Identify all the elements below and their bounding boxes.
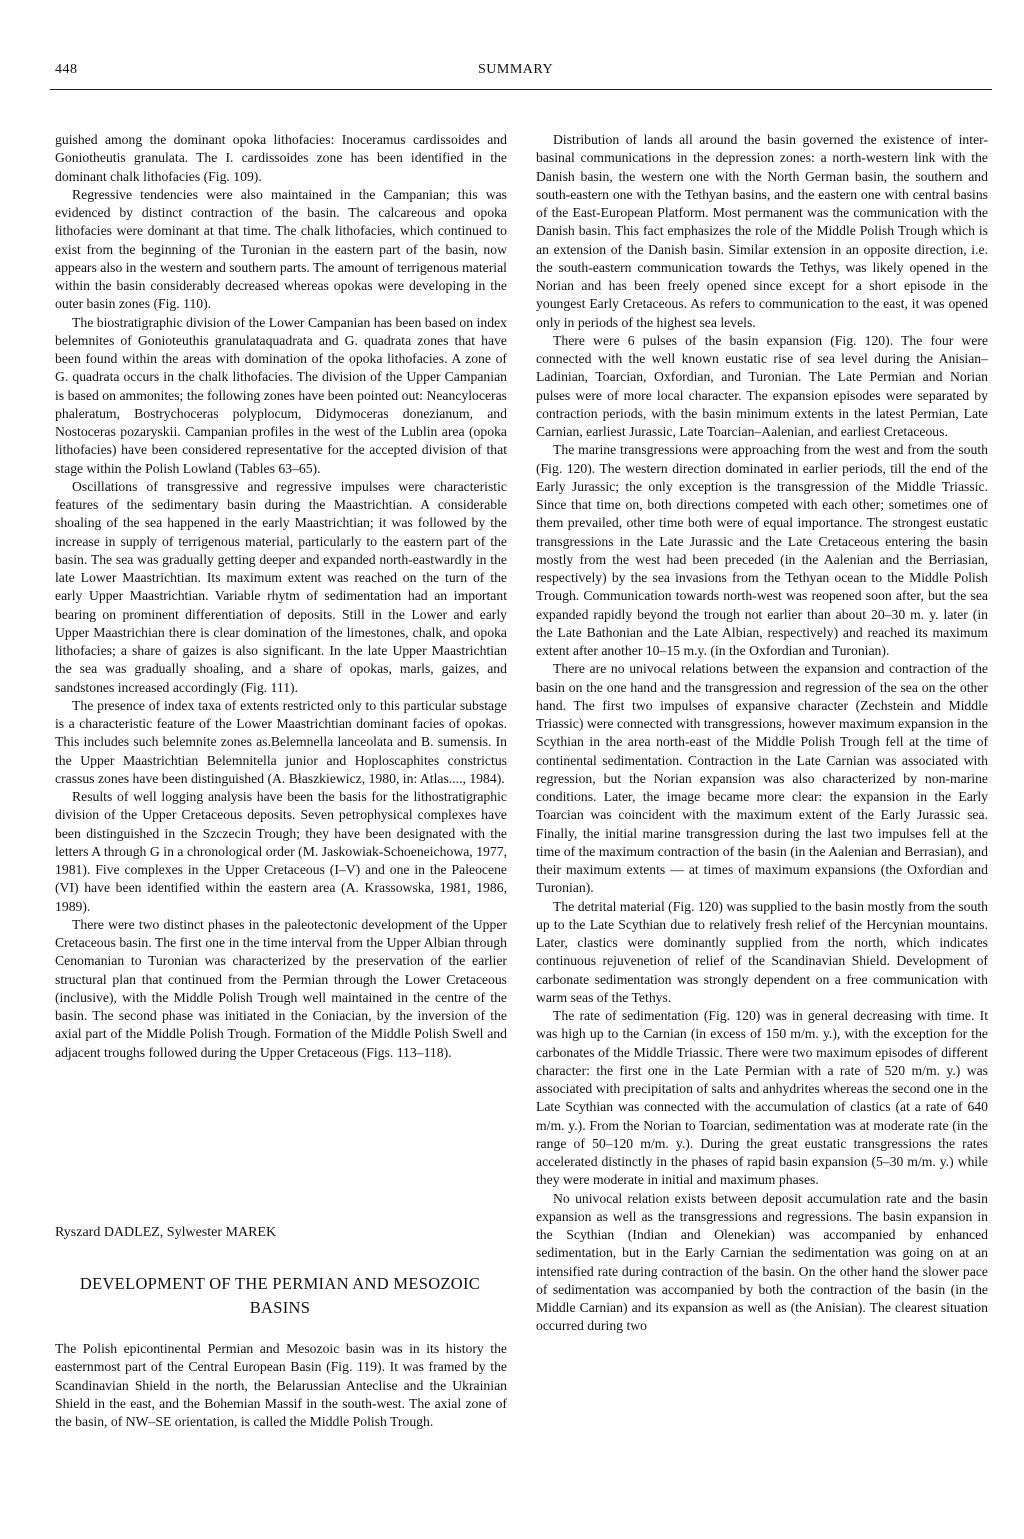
paragraph: guished among the dominant opoka lithofacies: Inoceramus cardissoides and Goniotheutis granulata. The I. cardissoides zone has been identified in the dominant chalk lithofacies (Fig. 109). [55,132,507,184]
paragraph: The detrital material (Fig. 120) was supplied to the basin mostly from the south up to the Late Scythian due to relatively fresh relief of the Hercynian mountains. Later, clastics were dominantly supplied from the north, which indicates continuous rejuvenetion of relief of the Scandinavian Shield. Development of carbonate sedimentation was strongly dependent on a free communication with warm seas of the Tethys. [536,898,988,1005]
left-column [55,131,507,1062]
paragraph: The rate of sedimentation (Fig. 120) was in general decreasing with time. It was high up to the Carnian (in excess of 150 m/m. y.), with the exception for the carbonates of the Middle Triassic. There were two maximum episodes of different character: the first one in the Late Permian with a rate of 520 m/m. y.) was associated with precipitation of salts and anhydrites whereas the second one in the Late Scythian was connected with the accumulation of clastics (at a rate of 640 m/m. y.). From the Norian to Toarcian, sedimentation was at moderate rate (in the range of 50–120 m/m. y.). During the great eustatic transgressions the rates accelerated distinctly in the phases of rapid basin expansion (5–30 m/m. y.) while they were moderate in initial and maximum phases. [536,1008,988,1188]
right-column [536,131,988,1336]
paragraph: There are no univocal relations between the expansion and contraction of the basin on the one hand and the transgression and regression of the sea on the other hand. The first two impulses of expansive character (Zechstein and Middle Triassic) were connected with transgressions, however maximum expansion in the Scythian in the area north-east of the Middle Polish Trough fell at the time of continental sedimentation. Contraction in the Late Carnian was associated with regression, but the Norian expansion was also characterized by non-marine conditions. Later, the image became more clear: the expansion in the Early Toarcian was coincident with the maximum extent of the Early Jurassic sea. Finally, the initial marine transgression during the last two impulses fell at the time of the maximum contraction of the basin (in the Aalenian and Berrasian), and their maximum extents — at times of maximum expansions (the Oxfordian and Turonian). [536,661,988,896]
header-rule [50,89,992,90]
paragraph: Results of well logging analysis have been the basis for the lithostratigraphic division of the Upper Cretaceous deposits. Seven petrophysical complexes have been distinguished in the Szczecin Trough; they have been designated with the letters A through G in a chronological order (M. Jaskowiak-Schoeneichowa, 1977, 1981). Five complexes in the Upper Cretaceous (I–V) and one in the Paleocene (VI) have been identified within the eastern area (A. Krassowska, 1981, 1986, 1989). [55,789,507,914]
paragraph: There were two distinct phases in the paleotectonic development of the Upper Cretaceous basin. The first one in the time interval from the Upper Albian through Cenomanian to Turonian was characterized by the preservation of the earlier structural plan that continued from the Permian through the Lower Cretaceous (inclusive), with the Middle Polish Trough well maintained in the centre of the basin. The second phase was initiated in the Coniacian, by the inversion of the axial part of the Middle Polish Trough. Formation of the Middle Polish Swell and adjacent troughs followed during the Upper Cretaceous (Figs. 113–118). [55,916,507,1060]
paragraph: The biostratigraphic division of the Lower Campanian has been based on index belemnites of Gonioteuthis granulataquadrata and G. quadrata zones that have been found within the areas with domination of the opoka lithofacies. A zone of G. quadrata occurs in the chalk lithofacies. The division of the Upper Campanian is based on ammonites; the following zones have been pointed out: Neancyloceras phaleratum, Bostrychoceras polyplocum, Didymoceras donezianum, and Nostoceras pozaryskii. Campanian profiles in the west of the Lublin area (opoka lithofacies) have been considered representative for the accepted division of that stage within the Polish Lowland (Tables 63–65). [55,314,507,476]
section-heading: DEVELOPMENT OF THE PERMIAN AND MESOZOIC BASINS [79,1274,481,1317]
paragraph: The presence of index taxa of extents restricted only to this particular substage is a characteristic feature of the Lower Maastrichtian dominant facies of opokas. This includes such belemnite zones as.Belemnella lanceolata and B. sumensis. In the Upper Maastrichtian Belemnitella junior and Hoploscaphites constrictus crassus zones have been distinguished (A. Błaszkiewicz, 1980, in: Atlas...., 1984). [55,697,507,786]
paragraph: Regressive tendencies were also maintained in the Campanian; this was evidenced by distinct contraction of the basin. The calcareous and opoka lithofacies were dominant at that time. The chalk lithofacies, which continued to exist from the beginning of the Turonian in the eastern part of the basin, now appears also in the western and southern parts. The amount of terrigenous material within the basin considerably decreased whereas opokas were developing in the outer basin zones (Fig. 110). [55,186,507,312]
paragraph: Distribution of lands all around the basin governed the existence of inter-basinal communications in the depression zones: a north-western link with the Danish basin, the western one with the North German basin, the southern and south-eastern one with the Tethyan basins, and the eastern one with central basins of the East-European Platform. Most permanent was the communication with the Danish basin. This fact emphasizes the role of the Middle Polish Trough which is an extension of the Danish basin. Similar extension in an opposite direction, i.e. the south-eastern communication towards the Tethys, was likely opened in the Norian and has been freely opened since except for a short episode in the youngest Early Cretaceous. As refers to communication to the east, it was opened only in periods of the highest sea levels. [536,132,988,330]
paragraph: No univocal relation exists between deposit accumulation rate and the basin expansion as well as the transgressions and regressions. The basin expansion in the Scythian (Indian and Olenekian) was accompanied by enhanced sedimentation, but in the Early Carnian the sedimentation was going on at an intensified rate during contraction of the basin. On the other hand the slower pace of sedimentation was accompanied by both the contraction of the basin (in the Middle Carnian) and its expansion as well as (the Anisian). The clearest situation occurred during two [536,1190,988,1334]
paragraph: The Polish epicontinental Permian and Mesozoic basin was in its history the easternmost part of the Central European Basin (Fig. 119). It was framed by the Scandinavian Shield in the north, the Belarussian Anteclise and the Ukrainian Shield in the east, and the Bohemian Massif in the south-west. The axial zone of the basin, of NW–SE orientation, is called the Middle Polish Trough. [55,1341,507,1429]
paragraph: Oscillations of transgressive and regressive impulses were characteristic features of the sedimentary basin during the Maastrichtian. A considerable shoaling of the sea happened in the early Maastrichtian; it was followed by the increase in supply of terrigenous material, particularly to the eastern part of the basin. The sea was gradually getting deeper and expanded north-eastwardly in the late Lower Maastrichtian. Its maximum extent was reached on the turn of the early Upper Maastrichtian. Variable rhytm of sedimentation had an important bearing on prominent differentiation of deposits. Still in the Lower and early Upper Maastrichian there is clear domination of the limestones, chalk, and opoka lithofacies; a share of gaizes is also significant. In the late Upper Maastrichtian the sea was gradually shoaling, and a share of opokas, marls, gaizes, and sandstones increased accordingly (Fig. 111). [55,478,507,695]
intro-text [55,1340,507,1431]
paragraph: There were 6 pulses of the basin expansion (Fig. 120). The four were connected with the well known eustatic rise of sea level during the Anisian–Ladinian, Toarcian, Oxfordian, and Turonian. The Late Permian and Norian pulses were of more local character. The expansion episodes were separated by contraction periods, with the basin minimum extents in the latest Permian, Late Carnian, earliest Jurassic, Late Toarcian–Aalenian, and earliest Cretaceous. [536,332,988,439]
running-header: SUMMARY [478,62,554,77]
paragraph: The marine transgressions were approaching from the west and from the south (Fig. 120). The western direction dominated in earlier periods, till the end of the Early Jurassic; the only exception is the transgression of the Middle Triassic. Since that time on, both directions competed with each other; sometimes one of them prevailed, other time both were of equal importance. The strongest eustatic transgressions in the Late Jurassic and the Late Cretaceous entering the basin mostly from the west had been preceded (in the Aalenian and the Berriasian, respectively) by the sea invasions from the Tethyan ocean to the Middle Polish Trough. Communication towards north-west was reopened soon after, but the sea expanded rapidly beyond the trough not earlier than about 20–30 m. y. later (in the Late Bathonian and the Late Albian, respectively) and reached its maximum extent after another 10–15 m.y. (in the Oxfordian and Turonian). [536,442,988,658]
section-authors: Ryszard DADLEZ, Sylwester MAREK [55,1225,277,1240]
page-number: 448 [55,62,78,77]
